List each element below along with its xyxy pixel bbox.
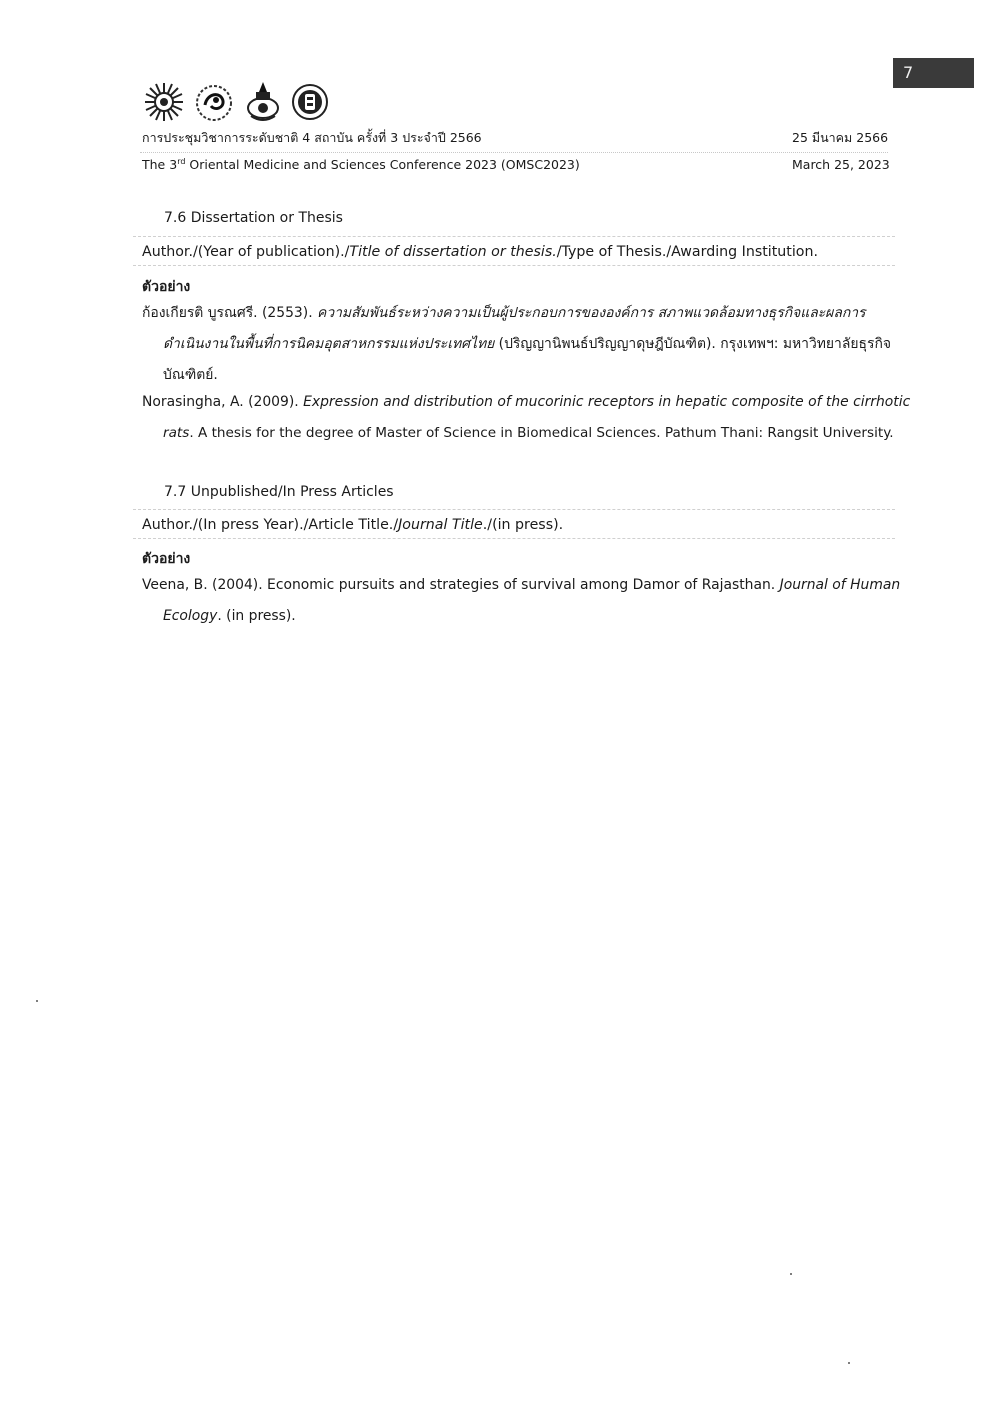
header-thai-date: 25 มีนาคม 2566 — [792, 130, 889, 145]
header-english-title: The 3rd Oriental Medicine and Sciences Conference 2023 (OMSC2023) — [142, 157, 580, 173]
section-7-7-format-template: Author./(In press Year)./Article Title./Journal Title./(in press). — [133, 509, 895, 539]
sun-emblem-logo — [143, 81, 185, 123]
page-number: 7 — [893, 58, 974, 88]
scan-speck — [36, 1000, 38, 1002]
seal-emblem-logo — [291, 83, 329, 121]
institution-logos — [143, 80, 329, 124]
reference-veena-article: Veena, B. (2004). Economic pursuits and strategies of survival among Damor of Rajasthan. Journal of Human Ecology. (in press). — [142, 577, 901, 624]
header-divider — [140, 152, 888, 153]
section-7-7-example-label: ตัวอย่าง — [142, 551, 191, 567]
reference-thai-thesis: ก้องเกียรติ บูรณศรี. (2553). ความสัมพันธ์ระหว่างความเป็นผู้ประกอบการขององค์การ สภาพแวดล้อมทางธุรกิจและผลการ ดำเนินงานในพื้นที่การนิคมอุตสาหกรรมแห่งประเทศไทย (ปริญญานิพนธ์ปริญญาดุษฎีบัณฑิต). กรุงเทพฯ: มหาวิทยาลัยธุรกิจ บัณฑิตย์. — [142, 305, 891, 383]
section-7-6-format-template: Author./(Year of publication)./Title of dissertation or thesis./Type of Thesis./Awarding Institution. — [133, 236, 895, 266]
section-7-7-heading: 7.7 Unpublished/In Press Articles — [164, 484, 394, 500]
scan-speck — [790, 1273, 792, 1275]
crown-emblem-logo — [243, 80, 283, 124]
header-thai-title: การประชุมวิชาการระดับชาติ 4 สถาบัน ครั้งที่ 3 ประจำปี 2566 — [142, 130, 482, 145]
section-7-6-example-label: ตัวอย่าง — [142, 279, 191, 295]
header-english-date: March 25, 2023 — [792, 157, 890, 172]
scan-speck — [848, 1362, 850, 1364]
section-7-6-heading: 7.6 Dissertation or Thesis — [164, 210, 343, 226]
reference-norasingha-thesis: Norasingha, A. (2009). Expression and distribution of mucorinic receptors in hepatic composite of the cirrhotic rats. A thesis for the degree of Master of Science in Biomedical Sciences. Pathum Thani: Rangsit University. — [142, 394, 911, 441]
naga-emblem-logo — [193, 81, 235, 123]
